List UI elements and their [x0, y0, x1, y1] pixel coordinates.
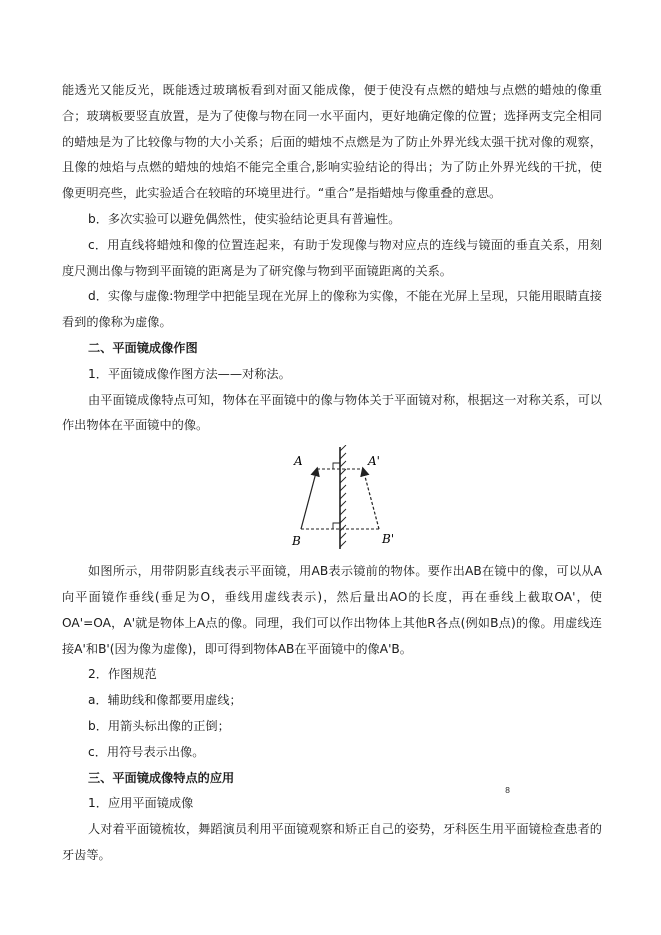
- paragraph: 1．应用平面镜成像: [88, 796, 194, 811]
- mirror-hatching: [340, 445, 346, 547]
- paragraph: a．辅助线和像都要用虚线；: [88, 693, 242, 708]
- paragraph: 由平面镜成像特点可知，物体在平面镜中的像与物体关于平面镜对称，根据这一对称关系，可以作出物体在平面镜中的像。: [62, 392, 602, 433]
- mirror-diagram: [62, 445, 602, 559]
- document-page: [62, 78, 602, 869]
- right-angle-mark: [333, 463, 340, 469]
- label-A: A: [294, 454, 303, 469]
- paragraph: 人对着平面镜梳妆，舞蹈演员利用平面镜观察和矫正自己的姿势，牙科医生用平面镜检查患者的牙齿等。: [62, 822, 602, 862]
- object-arrow: [301, 469, 317, 529]
- paragraph: 如图所示，用带阴影直线表示平面镜，用AB表示镜前的物体。要作出AB在镜中的像，可以从A向平面镜作垂线(垂足为O，垂线用虚线表示)，然后量出AO的长度，再在垂线上截取OA'，使OA'=OA，A'就是物体上A点的像。同理，我们可以作出物体上其他R各点(例如B点)的像。用虚线连接A'和B'(因为像为虚像)，即可得到物体AB在平面镜中的像A'B。: [62, 564, 602, 656]
- right-angle-mark: [333, 523, 340, 529]
- page-number: 8: [505, 786, 511, 795]
- paragraph: 1．平面镜成像作图方法——对称法。: [88, 366, 291, 381]
- label-B: B: [292, 534, 301, 549]
- paragraph: b．用箭头标出像的正倒；: [88, 718, 230, 733]
- label-B-prime: B': [382, 532, 395, 547]
- section-heading: 三、平面镜成像特点的应用: [88, 770, 235, 785]
- paragraph: b．多次实验可以避免偶然性，使实验结论更具有普遍性。: [88, 211, 401, 226]
- mirror-diagram-svg: [290, 445, 430, 557]
- paragraph: 能透光又能反光，既能透过玻璃板看到对面又能成像，便于使没有点燃的蜡烛与点燃的蜡烛的像重合；玻璃板要竖直放置，是为了使像与物在同一水平面内，更好地确定像的位置；选择两支完全相同的蜡烛是为了比较像与物的大小关系；后面的蜡烛不点燃是为了防止外界光线太强干扰对像的观察，且像的烛焰与点燃的蜡烛的烛焰不能完全重合,影响实验结论的得出；为了防止外界光线的干扰，使像更明亮些，此实验适合在较暗的环境里进行。“重合”是指蜡烛与像重叠的意思。: [62, 83, 602, 201]
- paragraph: 2．作图规范: [88, 667, 157, 682]
- label-A-prime: A': [368, 454, 380, 469]
- paragraph: c．用符号表示出像。: [88, 744, 205, 759]
- image-arrow: [363, 469, 379, 529]
- paragraph: d．实像与虚像:物理学中把能呈现在光屏上的像称为实像，不能在光屏上呈现，只能用眼睛直接看到的像称为虚像。: [62, 289, 602, 330]
- paragraph: c．用直线将蜡烛和像的位置连起来，有助于发现像与物对应点的连线与镜面的垂直关系，用刻度尺测出像与物到平面镜的距离是为了研究像与物到平面镜距离的关系。: [62, 237, 602, 278]
- section-heading: 二、平面镜成像作图: [88, 340, 198, 355]
